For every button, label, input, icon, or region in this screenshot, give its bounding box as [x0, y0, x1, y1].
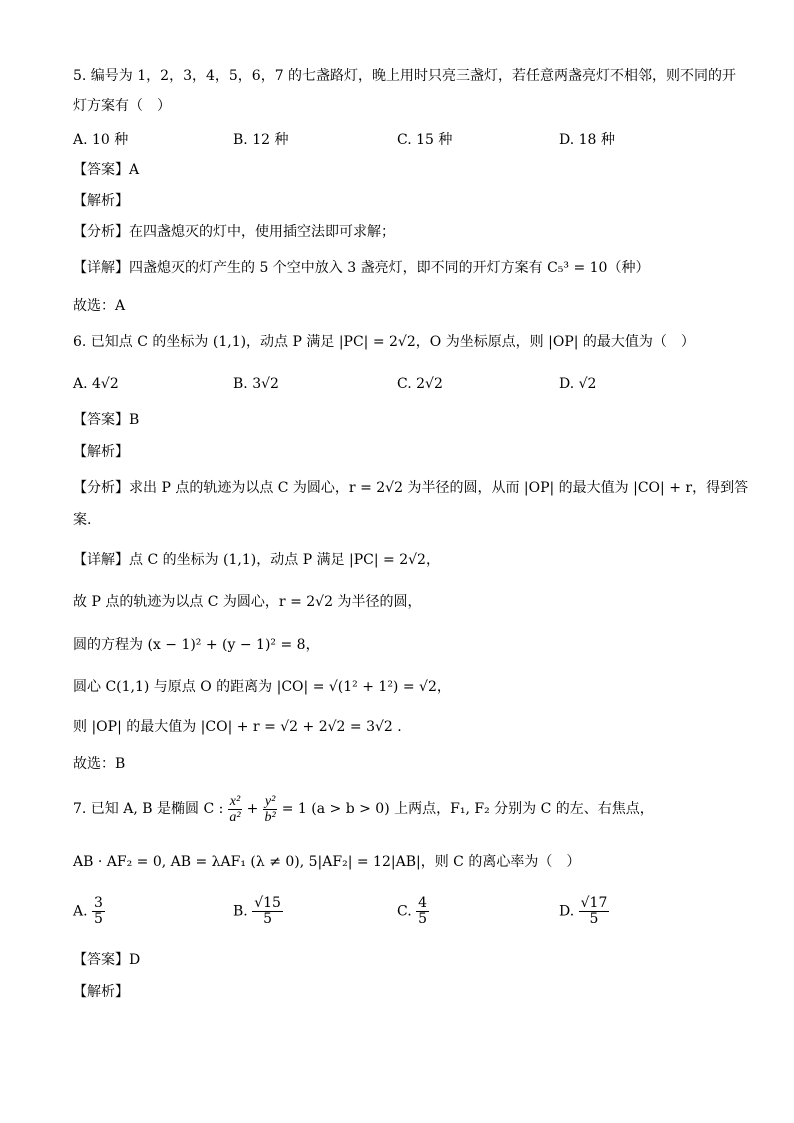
q7-option-a: [73, 896, 105, 927]
q7-option-d-numerator: √17: [580, 895, 608, 911]
q7-option-b-label: B.: [233, 903, 248, 920]
q7-ellipse-y-term: [263, 794, 277, 825]
q7-option-a-label: A.: [73, 903, 88, 920]
q7-option-c-denominator: 5: [418, 911, 428, 927]
q5-option-a: A. 10 种: [73, 132, 129, 148]
q7-option-a-denominator: 5: [94, 911, 103, 927]
q7-option-d-label: D.: [559, 903, 575, 920]
q6-choice: 故选：B: [73, 756, 126, 772]
q7-option-c: [397, 896, 429, 927]
q5-answer: 【答案】A: [73, 162, 140, 178]
q6-fenxi-line2: 案.: [73, 512, 92, 528]
q7-option-b-denominator: 5: [263, 911, 273, 927]
q7-stem-line2: AB · AF₂ = 0, AB = λAF₁ (λ ≠ 0), 5|AF₂| = 12|AB|，则 C 的离心率为（ ）: [73, 854, 581, 870]
q7-option-b-fraction: [252, 896, 283, 927]
q7-option-b-numerator: √15: [254, 895, 281, 911]
q7-stem-prefix: 7. 已知 A, B 是椭圆 C :: [73, 801, 224, 817]
q6-analysis-heading: 【解析】: [73, 444, 129, 460]
q5-option-d: D. 18 种: [559, 132, 615, 148]
q7-option-b: [233, 896, 283, 927]
q7-stem-line1: [73, 792, 654, 826]
q6-step4: 圆心 C(1,1) 与原点 O 的距离为 |CO| = √(1² + 1²) = √2，: [73, 679, 451, 695]
q7-option-a-numerator: 3: [94, 895, 103, 911]
q6-step1: 【详解】点 C 的坐标为 (1,1)，动点 P 满足 |PC| = 2√2，: [73, 552, 440, 568]
q5-xiangjie: 【详解】四盏熄灭的灯产生的 5 个空中放入 3 盏亮灯，即不同的开灯方案有 C₅³ = 10（种）: [73, 260, 650, 276]
q7-ellipse-x-term: [228, 794, 242, 825]
q6-option-c: C. 2√2: [397, 376, 443, 392]
q5-fenxi: 【分析】在四盏熄灭的灯中，使用插空法即可求解；: [73, 224, 395, 240]
q6-stem: 6. 已知点 C 的坐标为 (1,1)，动点 P 满足 |PC| = 2√2，O 为坐标原点，则 |OP| 的最大值为（ ）: [73, 334, 695, 350]
q6-answer: 【答案】B: [73, 412, 140, 428]
q5-option-b: B. 12 种: [233, 132, 289, 148]
q7-x-numerator: x²: [229, 793, 241, 809]
q7-analysis-heading: 【解析】: [73, 984, 129, 1000]
q6-option-b: B. 3√2: [233, 376, 279, 392]
q6-option-d: D. √2: [559, 376, 597, 392]
q6-option-a: A. 4√2: [73, 376, 119, 392]
q7-option-a-fraction: [92, 896, 105, 927]
q7-option-d-fraction: [579, 896, 610, 927]
q7-y-denominator: b²: [264, 809, 276, 825]
q7-answer: 【答案】D: [73, 952, 141, 968]
q5-stem-line1: 5. 编号为 1，2，3，4，5，6，7 的七盏路灯，晚上用时只亮三盏灯，若任意两盏亮灯不相邻，则不同的开: [73, 68, 737, 84]
q7-option-d-denominator: 5: [589, 911, 599, 927]
q7-option-c-numerator: 4: [418, 895, 428, 911]
q5-choice: 故选：A: [73, 298, 126, 314]
q7-x-denominator: a²: [229, 809, 241, 825]
q6-step2: 故 P 点的轨迹为以点 C 为圆心，r = 2√2 为半径的圆，: [73, 594, 422, 610]
q7-y-numerator: y²: [264, 793, 276, 809]
q5-stem-line2: 灯方案有（ ）: [73, 98, 171, 114]
q6-step5: 则 |OP| 的最大值为 |CO| + r = √2 + 2√2 = 3√2 .: [73, 719, 402, 735]
q7-option-d: [559, 896, 609, 927]
plus-sign: +: [246, 801, 259, 817]
q7-option-c-fraction: [416, 896, 429, 927]
q5-analysis-heading: 【解析】: [73, 193, 129, 209]
q6-step3: 圆的方程为 (x − 1)² + (y − 1)² = 8，: [73, 637, 320, 653]
q7-option-c-label: C.: [397, 903, 412, 920]
q5-option-c: C. 15 种: [397, 132, 453, 148]
q6-fenxi-line1: 【分析】求出 P 点的轨迹为以点 C 为圆心，r = 2√2 为半径的圆，从而 |OP| 的最大值为 |CO| + r，得到答: [73, 480, 749, 496]
q7-stem-suffix: = 1 (a > b > 0) 上两点，F₁, F₂ 分别为 C 的左、右焦点，: [281, 801, 654, 817]
